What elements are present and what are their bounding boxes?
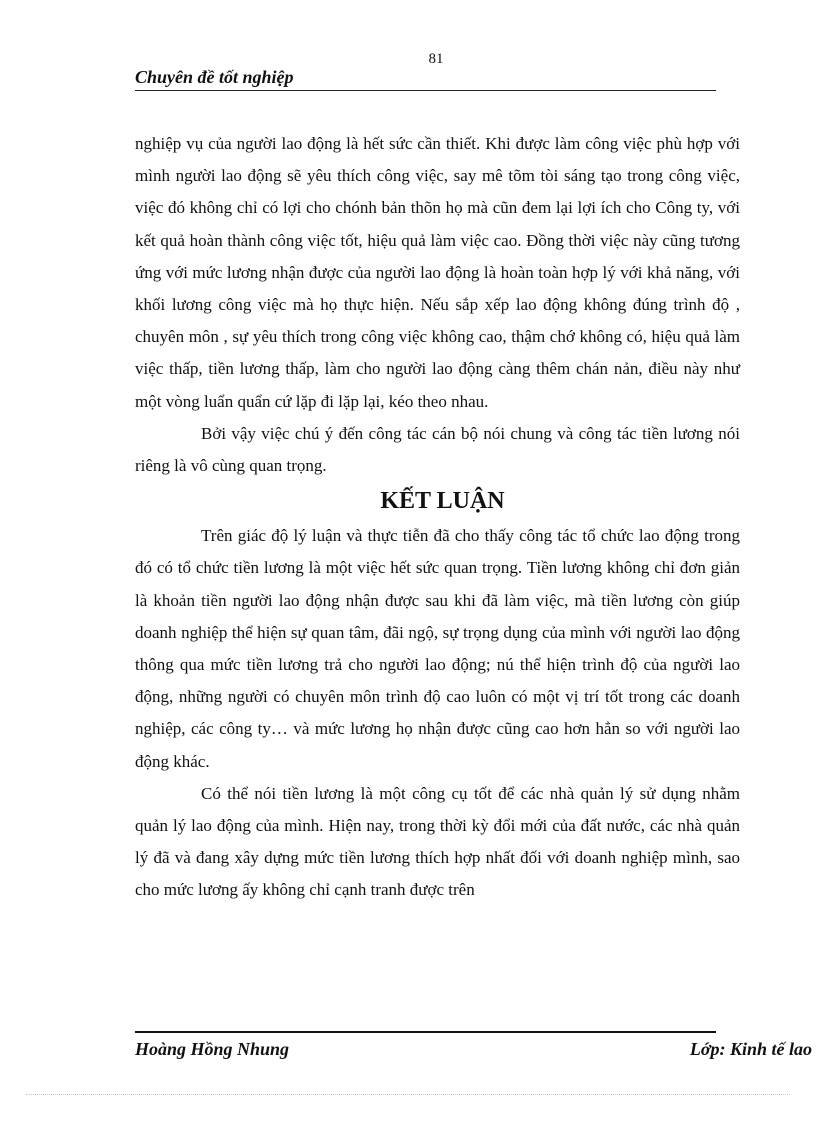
page-bottom-divider (26, 1094, 790, 1095)
footer-rule (135, 1031, 716, 1033)
paragraph-continued: nghiệp vụ của người lao động là hết sức cần thiết. Khi được làm công việc phù hợp với mình người lao động sẽ yêu thích công việc, say mê tõm tòi sáng tạo trong công việc, việc đó không chỉ có lợi cho chónh bản thõn họ mà cũn đem lại lợi ích cho Công ty, với kết quả hoàn thành công việc tốt, hiệu quả làm việc cao. Đồng thời việc này cũng tương ứng với mức lương nhận được của người lao động là hoàn toàn hợp lý với khả năng, với khối lương công việc mà họ thực hiện. Nếu sắp xếp lao động không đúng trình độ , chuyên môn , sự yêu thích trong công việc không cao, thậm chớ không có, hiệu quả làm việc thấp, tiền lương thấp, làm cho người lao động càng thêm chán nản, điều này như một vòng luẩn quẩn cứ lặp đi lặp lại, kéo theo nhau. (135, 134, 740, 411)
paragraph: Bởi vậy việc chú ý đến công tác cán bộ nói chung và công tác tiền lương nói riêng là vô cùng quan trọng. (135, 423, 740, 476)
header-title: Chuyên đề tốt nghiệp (135, 67, 294, 87)
conclusion-heading: KẾT LUẬN (380, 488, 505, 515)
footer-author: Hoàng Hồng Nhung (135, 1039, 290, 1059)
header-rule (135, 90, 716, 91)
footer-class: Lớp: Kinh tế lao (689, 1039, 812, 1059)
paragraph: Có thể nói tiền lương là một công cụ tốt để các nhà quản lý sử dụng nhằm quản lý lao động của mình. Hiện nay, trong thời kỳ đổi mới của đất nước, các nhà quản lý đã và đang xây dựng mức tiền lương thích hợp nhất đối với doanh nghiệp mình, sao cho mức lương ấy không chỉ cạnh tranh được trên (135, 783, 740, 900)
paragraph: Trên giác độ lý luận và thực tiễn đã cho thấy công tác tổ chức lao động trong đó có tổ chức tiền lương là một việc hết sức quan trọng. Tiền lương không chỉ đơn giản là khoản tiền người lao động nhận được sau khi đã làm việc, mà tiền lương còn giúp doanh nghiệp thể hiện sự quan tâm, đãi ngộ, sự trọng dụng của mình với người lao động thông qua mức tiền lương trả cho người lao động; nú thể hiện trình độ của người lao động, những người có chuyên môn trình độ cao luôn có một vị trí tốt trong các doanh nghiệp, các công ty… và mức lương họ nhận được cũng cao hơn hẳn so với người lao động khác. (135, 526, 740, 771)
page-number: 81 (428, 51, 444, 67)
document-body (135, 128, 740, 907)
